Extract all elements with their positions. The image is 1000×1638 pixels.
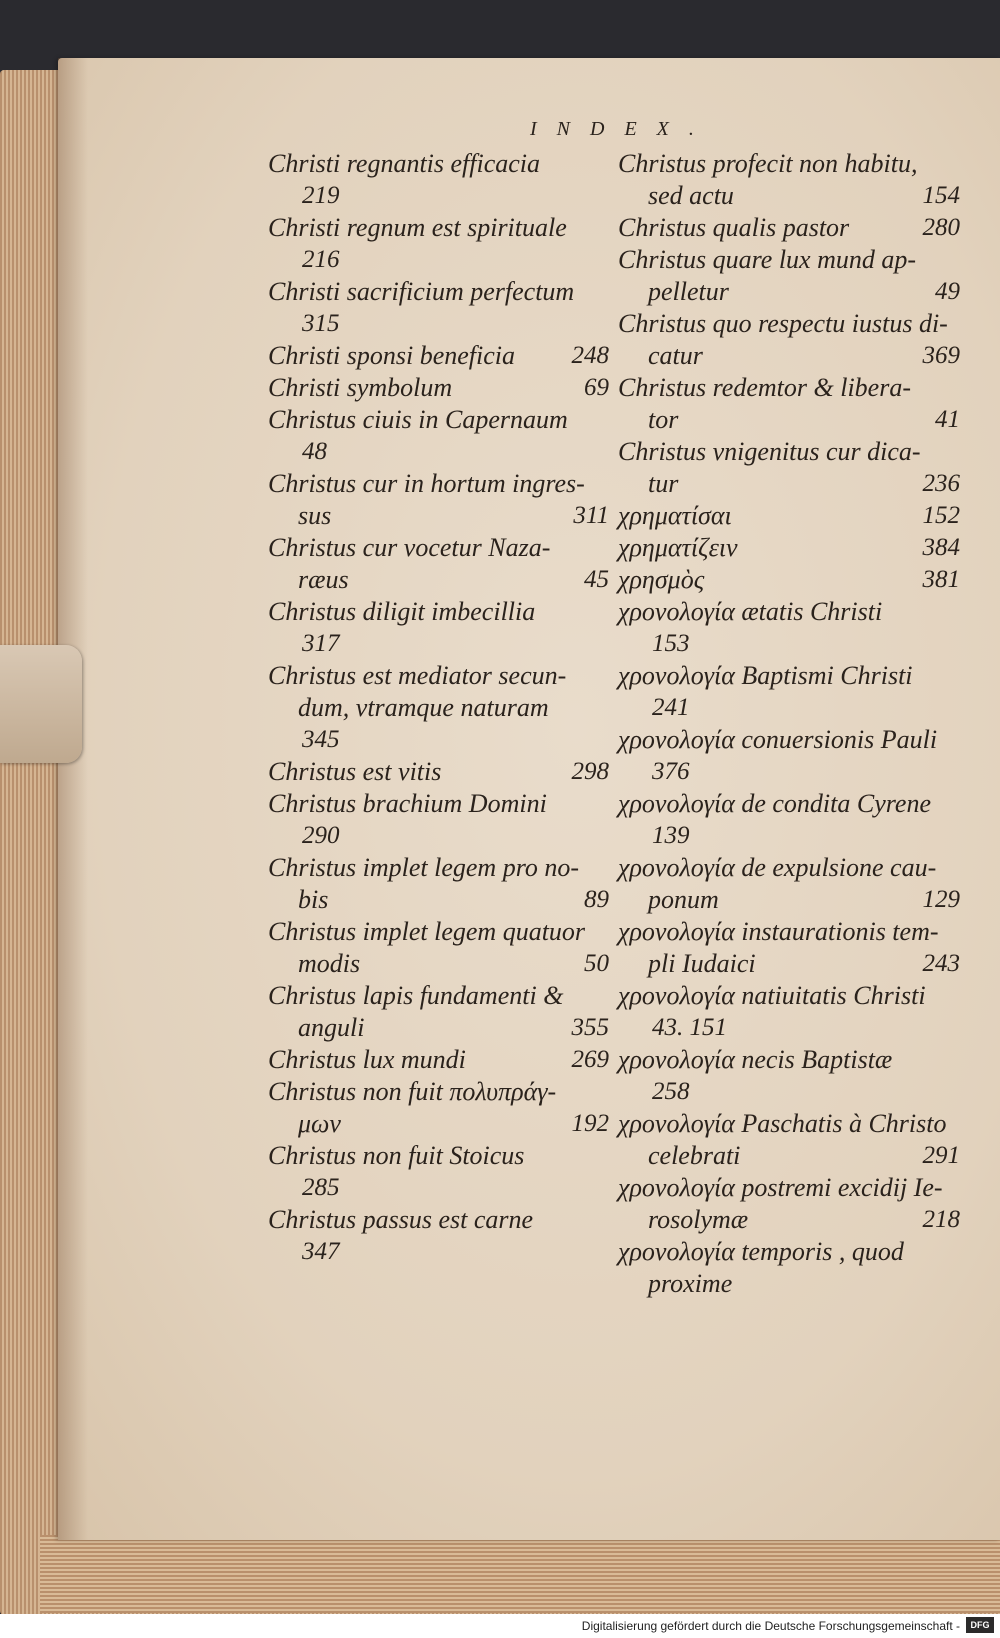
entry-page-number: 248 bbox=[571, 342, 609, 369]
index-entry bbox=[618, 852, 964, 916]
entry-text: Christi regnantis efficacia bbox=[268, 149, 541, 178]
entry-page-number: 192 bbox=[571, 1110, 609, 1137]
entry-text: Christus quo respectu iustus di- bbox=[618, 309, 948, 338]
entry-page-number: 298 bbox=[571, 758, 609, 785]
entry-page-number: 243 bbox=[922, 950, 960, 977]
index-entry bbox=[268, 276, 613, 340]
entry-text: Christus cur vocetur Naza- bbox=[268, 533, 551, 562]
entry-page-number: 129 bbox=[922, 886, 960, 913]
entry-page-number: 381 bbox=[922, 566, 960, 593]
entry-page-number: 153 bbox=[652, 630, 690, 657]
index-entry bbox=[618, 564, 964, 596]
entry-continuation: pelletur bbox=[648, 277, 729, 306]
index-entry bbox=[268, 660, 613, 756]
entry-text: χρονολογία necis Baptistæ bbox=[618, 1045, 893, 1074]
index-entry bbox=[268, 148, 613, 212]
running-header: INDEX. bbox=[530, 118, 714, 140]
book-bottom-edges bbox=[40, 1535, 1000, 1613]
index-entry bbox=[618, 1044, 964, 1108]
entry-page-number: 311 bbox=[573, 502, 609, 529]
entry-text: Christus vnigenitus cur dica- bbox=[618, 437, 921, 466]
entry-continuation: anguli bbox=[298, 1013, 365, 1042]
entry-text: Christus qualis pastor bbox=[618, 213, 850, 242]
dfg-logo: DFG bbox=[966, 1617, 994, 1633]
entry-page-number: 69 bbox=[584, 374, 609, 401]
index-entry bbox=[618, 596, 964, 660]
entry-continuation: ponum bbox=[648, 885, 719, 914]
entry-page-number: 369 bbox=[922, 342, 960, 369]
entry-page-number: 291 bbox=[922, 1142, 960, 1169]
index-entry bbox=[268, 404, 613, 468]
entry-page-number: 45 bbox=[584, 566, 609, 593]
entry-page-number: 139 bbox=[652, 822, 690, 849]
index-entry bbox=[618, 1108, 964, 1172]
entry-continuation: sed actu bbox=[648, 181, 734, 210]
page-tab-marker bbox=[0, 645, 82, 763]
index-entry bbox=[618, 724, 964, 788]
entry-text: Christi regnum est spirituale bbox=[268, 213, 567, 242]
index-entry bbox=[618, 1172, 964, 1236]
entry-page-number bbox=[960, 1268, 964, 1300]
entry-text: Christus implet legem quatuor bbox=[268, 917, 586, 946]
footer-credit: Digitalisierung gefördert durch die Deutsche Forschungsgemeinschaft - bbox=[581, 1619, 960, 1633]
entry-text: Christus diligit imbecillia bbox=[268, 597, 536, 626]
entry-text: χρονολογία postremi excidij Ie- bbox=[618, 1173, 943, 1202]
entry-continuation: celebrati bbox=[648, 1141, 741, 1170]
index-entry bbox=[618, 212, 964, 244]
entry-text: Christus est mediator secun- bbox=[268, 661, 567, 690]
entry-text: χρησμὸς bbox=[618, 565, 705, 594]
index-entry bbox=[268, 596, 613, 660]
index-entry bbox=[618, 980, 964, 1044]
entry-page-number: 345 bbox=[302, 726, 340, 753]
entry-page-number: 269 bbox=[571, 1046, 609, 1073]
index-entry bbox=[618, 148, 964, 212]
index-entry bbox=[268, 372, 613, 404]
index-entry bbox=[268, 1140, 613, 1204]
entry-page-number: 49 bbox=[935, 278, 960, 305]
entry-continuation: μων bbox=[298, 1109, 341, 1138]
entry-page-number: 152 bbox=[922, 502, 960, 529]
entry-page-number: 290 bbox=[302, 822, 340, 849]
entry-continuation: tur bbox=[648, 469, 679, 498]
index-entry bbox=[268, 1204, 613, 1268]
entry-page-number: 285 bbox=[302, 1174, 340, 1201]
entry-page-number: 317 bbox=[302, 630, 340, 657]
index-entry bbox=[618, 1236, 964, 1300]
entry-text: Christus brachium Domini bbox=[268, 789, 547, 818]
entry-text: χρονολογία Baptismi Christi bbox=[618, 661, 913, 690]
entry-continuation: tor bbox=[648, 405, 679, 434]
entry-page-number: 347 bbox=[302, 1238, 340, 1265]
index-entry bbox=[618, 436, 964, 500]
index-entry bbox=[618, 788, 964, 852]
entry-page-number: 384 bbox=[922, 534, 960, 561]
entry-continuation: proxime bbox=[648, 1269, 733, 1298]
index-entry bbox=[268, 1076, 613, 1140]
entry-page-number: 89 bbox=[584, 886, 609, 913]
index-entry bbox=[268, 340, 613, 372]
entry-text: Christus cur in hortum ingres- bbox=[268, 469, 585, 498]
entry-page-number: 154 bbox=[922, 182, 960, 209]
index-column-right bbox=[618, 148, 964, 1300]
entry-continuation: dum, vtramque naturam bbox=[298, 693, 549, 722]
entry-text: Christus ciuis in Capernaum bbox=[268, 405, 568, 434]
index-entry bbox=[618, 372, 964, 436]
entry-continuation: rosolymæ bbox=[648, 1205, 749, 1234]
entry-text: Christus passus est carne bbox=[268, 1205, 534, 1234]
entry-page-number: 218 bbox=[922, 1206, 960, 1233]
entry-page-number: 219 bbox=[302, 182, 340, 209]
entry-page-number: 241 bbox=[652, 694, 690, 721]
index-entry bbox=[618, 308, 964, 372]
entry-text: χρονολογία natiuitatis Christi bbox=[618, 981, 926, 1010]
entry-text: χρηματίζειν bbox=[618, 533, 738, 562]
index-entry bbox=[268, 916, 613, 980]
index-entry bbox=[268, 756, 613, 788]
entry-text: χρονολογία de expulsione cau- bbox=[618, 853, 937, 882]
entry-page-number: 376 bbox=[652, 758, 690, 785]
entry-continuation: sus bbox=[298, 501, 332, 530]
entry-text: χρονολογία Paschatis à Christo bbox=[618, 1109, 947, 1138]
entry-text: Christi symbolum bbox=[268, 373, 453, 402]
entry-text: χρονολογία conuersionis Pauli bbox=[618, 725, 938, 754]
entry-page-number: 43. 151 bbox=[652, 1014, 727, 1041]
entry-text: χρονολογία ætatis Christi bbox=[618, 597, 883, 626]
entry-text: Christus redemtor & libera- bbox=[618, 373, 911, 402]
entry-text: Christi sacrificium perfectum bbox=[268, 277, 575, 306]
index-entry bbox=[618, 532, 964, 564]
index-entry bbox=[618, 500, 964, 532]
entry-text: Christi sponsi beneficia bbox=[268, 341, 515, 370]
entry-page-number: 48 bbox=[302, 438, 327, 465]
gutter-shadow bbox=[58, 58, 88, 1540]
entry-text: χρονολογία instaurationis tem- bbox=[618, 917, 939, 946]
entry-text: Christus profecit non habitu, bbox=[618, 149, 918, 178]
index-column-left bbox=[268, 148, 613, 1268]
entry-text: Christus quare lux mund ap- bbox=[618, 245, 917, 274]
index-entry bbox=[268, 852, 613, 916]
entry-text: Christus est vitis bbox=[268, 757, 442, 786]
entry-text: Christus lux mundi bbox=[268, 1045, 466, 1074]
index-entry bbox=[618, 244, 964, 308]
index-entry bbox=[618, 916, 964, 980]
entry-page-number: 355 bbox=[571, 1014, 609, 1041]
entry-page-number: 258 bbox=[652, 1078, 690, 1105]
index-entry bbox=[618, 660, 964, 724]
entry-page-number: 236 bbox=[922, 470, 960, 497]
entry-continuation: modis bbox=[298, 949, 361, 978]
entry-text: χρονολογία temporis , quod bbox=[618, 1237, 904, 1266]
index-entry bbox=[268, 980, 613, 1044]
entry-page-number: 315 bbox=[302, 310, 340, 337]
entry-page-number: 216 bbox=[302, 246, 340, 273]
entry-continuation: bis bbox=[298, 885, 329, 914]
entry-text: Christus non fuit πολυπράγ- bbox=[268, 1077, 557, 1106]
entry-text: Christus non fuit Stoicus bbox=[268, 1141, 525, 1170]
entry-continuation: ræus bbox=[298, 565, 349, 594]
entry-page-number: 280 bbox=[922, 214, 960, 241]
entry-text: χρηματίσαι bbox=[618, 501, 732, 530]
index-entry bbox=[268, 532, 613, 596]
entry-continuation: catur bbox=[648, 341, 703, 370]
entry-continuation: pli Iudaici bbox=[648, 949, 756, 978]
entry-text: Christus implet legem pro no- bbox=[268, 853, 580, 882]
entry-text: χρονολογία de condita Cyrene bbox=[618, 789, 931, 818]
index-entry bbox=[268, 1044, 613, 1076]
index-entry bbox=[268, 212, 613, 276]
index-entry bbox=[268, 468, 613, 532]
entry-page-number: 50 bbox=[584, 950, 609, 977]
index-entry bbox=[268, 788, 613, 852]
entry-text: Christus lapis fundamenti & bbox=[268, 981, 564, 1010]
entry-page-number: 41 bbox=[935, 406, 960, 433]
